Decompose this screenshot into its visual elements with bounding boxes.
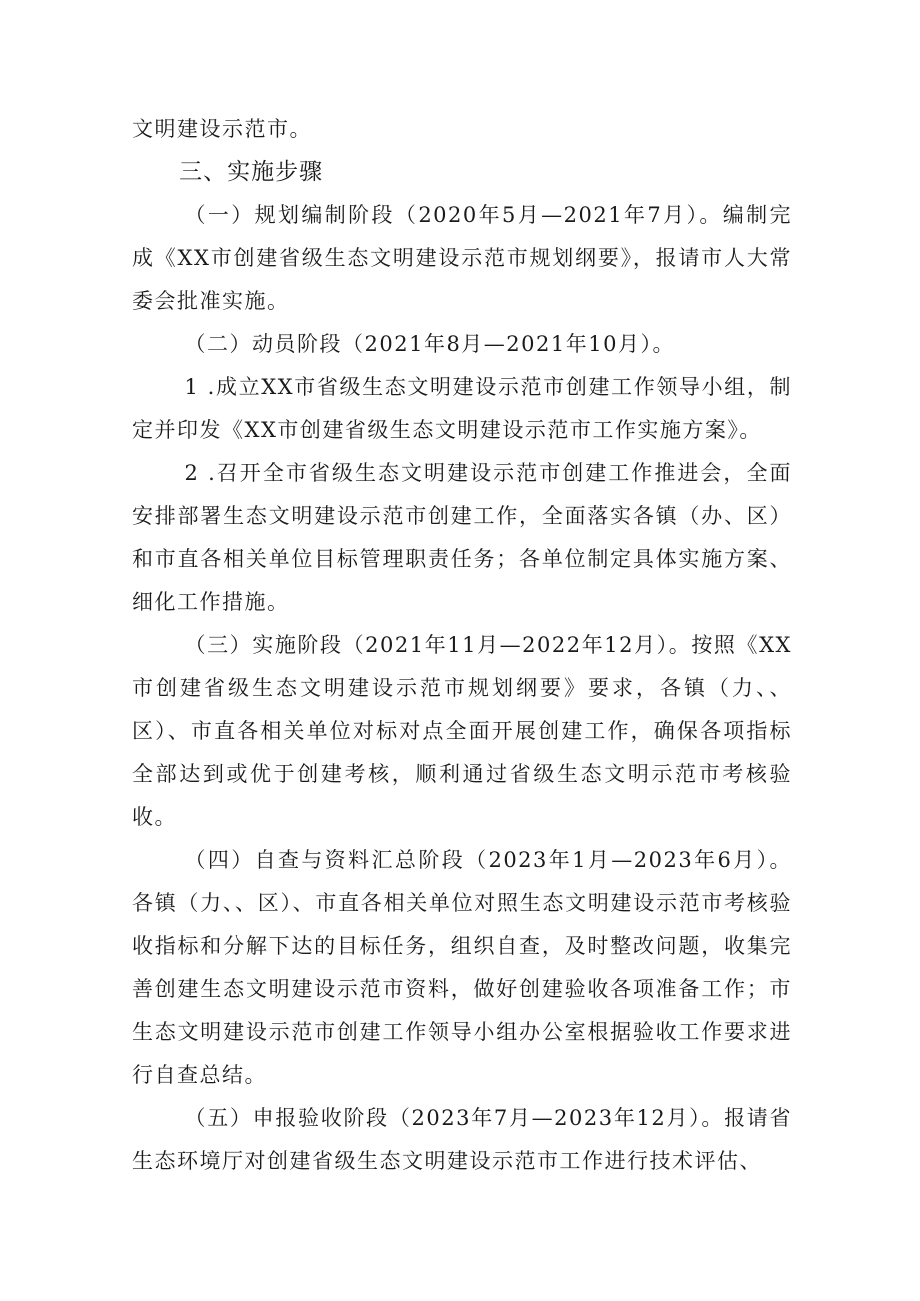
paragraph-item-1: 1 .成立XX市省级生态文明建设示范市创建工作领导小组，制定并印发《XX市创建省级生态文明建设示范市工作实施方案》。 (132, 375, 792, 442)
paragraph-phase-2: （二）动员阶段（2021年8月—2021年10月）。 (184, 332, 675, 356)
paragraph-continuation: 文明建设示范市。 (132, 117, 312, 141)
paragraph-phase-5: （五）申报验收阶段（2023年7月—2023年12月）。报请省生态环境厅对创建省级生态文明建设示范市工作进行技术评估、 (132, 1106, 792, 1173)
section-heading: 三、实施步骤 (179, 159, 324, 185)
paragraph-phase-4: （四）自查与资料汇总阶段（2023年1月—2023年6月）。各镇（力、、区）、市直各相关单位对照生态文明建设示范市考核验收指标和分解下达的目标任务，组织自查，及时整改问题，收集完善创建生态文明建设示范市资料，做好创建验收各项准备工作；市生态文明建设示范市创建工作领导小组办公室根据验收工作要求进行自查总结。 (132, 848, 792, 1087)
document-body (132, 108, 792, 1183)
paragraph-phase-3: （三）实施阶段（2021年11月—2022年12月）。按照《XX市创建省级生态文明建设示范市规划纲要》要求，各镇（力、、区）、市直各相关单位对标对点全面开展创建工作，确保各项指标全部达到或优于创建考核，顺利通过省级生态文明示范市考核验收。 (132, 633, 792, 829)
paragraph-phase-1: （一）规划编制阶段（2020年5月—2021年7月）。编制完成《XX市创建省级生态文明建设示范市规划纲要》，报请市人大常委会批准实施。 (132, 203, 792, 313)
paragraph-item-2: 2 .召开全市省级生态文明建设示范市创建工作推进会，全面安排部署生态文明建设示范市创建工作，全面落实各镇（办、区）和市直各相关单位目标管理职责任务；各单位制定具体实施方案、细化工作措施。 (132, 461, 792, 614)
